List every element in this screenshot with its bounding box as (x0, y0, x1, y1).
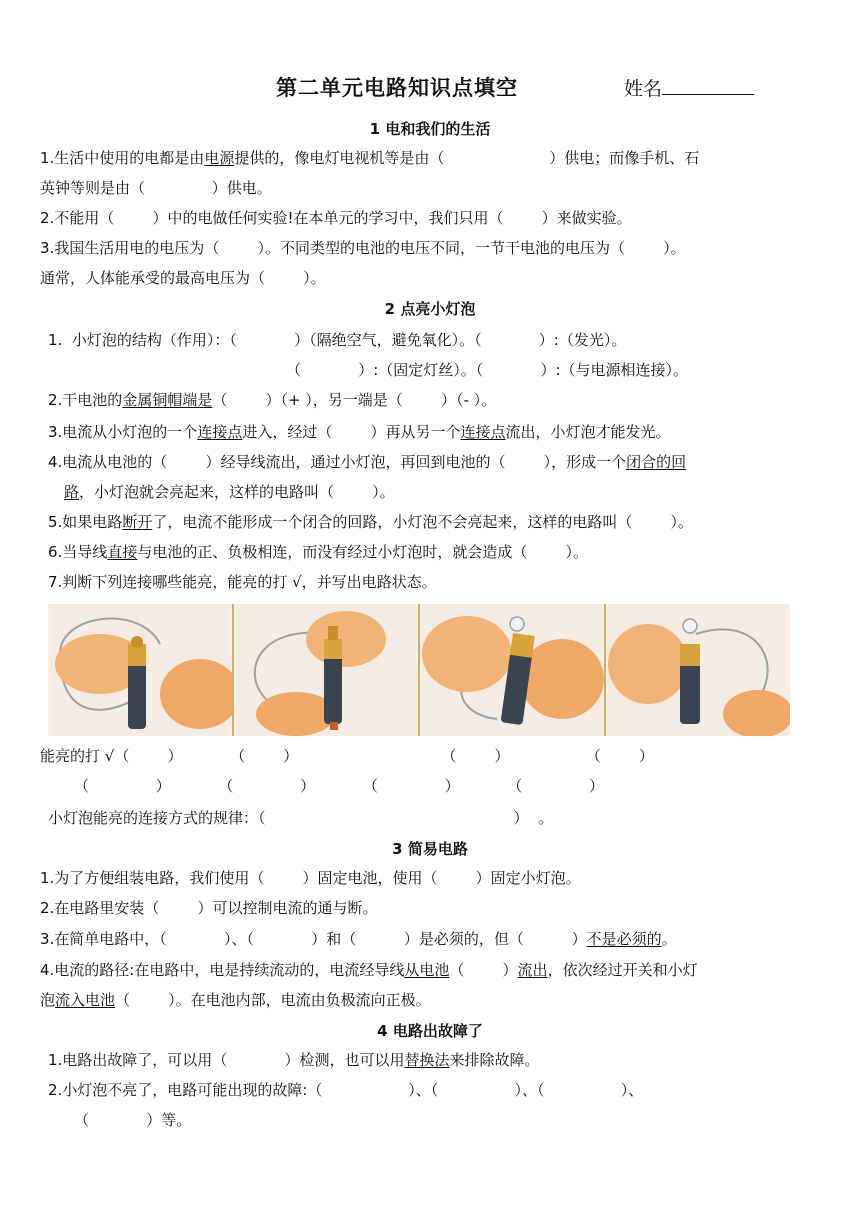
s1-line-1b: 英钟等则是由（ ）供电。 (40, 179, 272, 197)
s3-line-2: 2.在电路里安装（ ）可以控制电流的通与断。 (40, 899, 378, 917)
title-row (0, 72, 860, 104)
s3-line-4b: 泡流入电池（ ）。在电池内部，电流由负极流向正极。 (40, 991, 431, 1009)
hand-battery-icon (48, 604, 232, 736)
hand-battery-icon (420, 604, 604, 736)
connection-photo-1 (48, 604, 234, 736)
s2-line-1b: （ ）:（固定灯丝）。（ ）:（与电源相连接）。 (286, 361, 689, 379)
s2-line-4b: 路，小灯泡就会亮起来，这样的电路叫（ ）。 (64, 483, 395, 501)
section-heading-1: 1 电和我们的生活 (369, 120, 491, 138)
connection-photo-2 (234, 604, 420, 736)
s1-line-1a: 1.生活中使用的电都是由电源提供的，像电灯电视机等是由（ ）供电；而像手机、石 (40, 149, 700, 167)
s2-line-4a: 4.电流从电池的（ ）经导线流出，通过小灯泡，再回到电池的（ ），形成一个闭合的回 (48, 453, 687, 471)
name-blank-line[interactable] (662, 76, 754, 95)
s3-line-4a: 4.电流的路径:在电路中，电是持续流动的，电流经导线从电池（ ）流出，依次经过开关和小灯 (40, 961, 698, 979)
s2-rule-line[interactable]: 小灯泡能亮的连接方式的规律：（ ） 。 (48, 809, 553, 827)
s2-answer-row-2[interactable]: （ ） （ ） （ ） （ ） (74, 777, 605, 795)
hand-battery-icon (606, 604, 790, 736)
name-label: 姓名 (624, 78, 663, 100)
connection-photos (48, 604, 790, 736)
section-heading-2: 2 点亮小灯泡 (384, 300, 476, 318)
section-heading-4: 4 电路出故障了 (377, 1022, 483, 1040)
s4-line-2a: 2.小灯泡不亮了，电路可能出现的故障:（ ）、（ ）、（ ）、 (48, 1081, 644, 1099)
s2-line-3: 3.电流从小灯泡的一个连接点进入，经过（ ）再从另一个连接点流出，小灯泡才能发光。 (48, 423, 671, 441)
s2-answer-row-1[interactable]: 能亮的打 √（ ） （ ） （ ） （ ） (40, 747, 654, 765)
s1-line-3a: 3.我国生活用电的电压为（ ）。不同类型的电池的电压不同，一节干电池的电压为（ ）。 (40, 239, 686, 257)
connection-photo-4 (606, 604, 790, 736)
s2-line-6: 6.当导线直接与电池的正、负极相连，而没有经过小灯泡时，就会造成（ ）。 (48, 543, 588, 561)
s2-line-5: 5.如果电路断开了，电流不能形成一个闭合的回路，小灯泡不会亮起来，这样的电路叫（ ）。 (48, 513, 693, 531)
s2-line-2: 2.干电池的金属铜帽端是（ ）（+ ），另一端是（ ）（- ）。 (48, 391, 497, 409)
s1-line-3b: 通常，人体能承受的最高电压为（ ）。 (40, 269, 326, 287)
s2-line-7: 7.判断下列连接哪些能亮，能亮的打 √，并写出电路状态。 (48, 573, 437, 591)
name-field[interactable] (624, 74, 754, 101)
s3-line-1: 1.为了方便组装电路，我们使用（ ）固定电池，使用（ ）固定小灯泡。 (40, 869, 581, 887)
section-heading-3: 3 简易电路 (392, 840, 468, 858)
s1-line-2: 2.不能用（ ）中的电做任何实验!在本单元的学习中，我们只用（ ）来做实验。 (40, 209, 632, 227)
hand-battery-icon (234, 604, 418, 736)
page-title: 第二单元电路知识点填空 (276, 76, 518, 100)
s4-line-2b: （ ）等。 (74, 1111, 192, 1129)
s2-line-1a: 1. 小灯泡的结构（作用）：（ ）（隔绝空气，避免氧化）。（ ）:（发光）。 (48, 331, 627, 349)
s3-line-3: 3.在简单电路中，（ ）、（ ）和（ ）是必须的，但（ ）不是必须的。 (40, 930, 677, 948)
s4-line-1: 1.电路出故障了，可以用（ ）检测，也可以用替换法来排除故障。 (48, 1051, 540, 1069)
connection-photo-3 (420, 604, 606, 736)
